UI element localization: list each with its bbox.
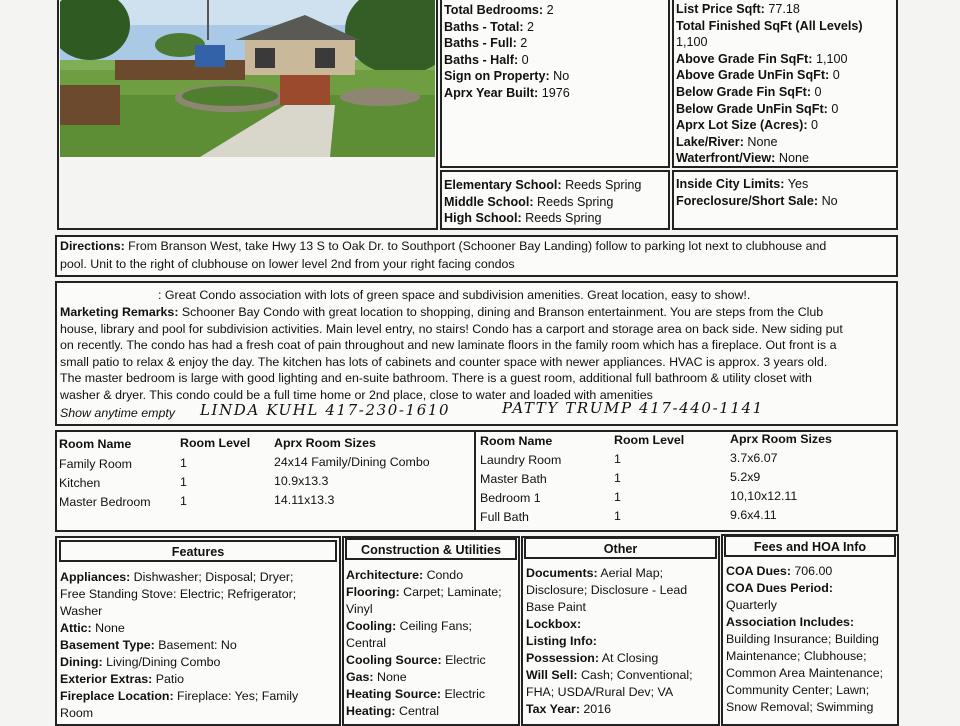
sqft-row: List Price Sqft: 77.18 (676, 2, 800, 16)
info-row: Aprx Year Built: 1976 (444, 85, 570, 100)
info-row: Baths - Full: 2 (444, 36, 528, 51)
sqft-row: Total Finished SqFt (All Levels) (676, 18, 863, 33)
fees-body (726, 563, 883, 716)
city-info (676, 176, 838, 209)
room-level: 1 (180, 456, 187, 470)
fee-line: Maintenance; Clubhouse; (726, 649, 867, 663)
room-level: 1 (180, 494, 187, 508)
room-size: 24x14 Family/Dining Combo (274, 455, 430, 469)
marketing-line-2: house, library and pool for subdivision activities. Main level entry, no stairs! Condo has a carport and storage area on back side. New siding put (60, 321, 843, 336)
room-size: 3.7x6.07 (730, 451, 778, 465)
construction-line: Vinyl (346, 602, 373, 616)
construction-line: Cooling Source: Electric (346, 653, 486, 667)
feature-line: Fireplace Location: Fireplace: Yes; Family (60, 689, 299, 703)
room-level: 1 (614, 471, 621, 485)
info-row: Total Bedrooms: 2 (444, 3, 554, 17)
rooms-header-size: Aprx Room Sizes (274, 436, 376, 450)
room-name: Master Bath (480, 472, 547, 486)
marketing-line-6: washer & dryer. This condo could be a full time home or 2nd place, close to water and loaded with amenities (60, 387, 653, 402)
feature-line: Exterior Extras: Patio (60, 672, 184, 686)
marketing-line-5: The master bedroom is large with good lighting and en-suite bathroom. There is a guest room, additional full bathroom & utility closet with (60, 371, 812, 385)
construction-line: Heating: Central (346, 704, 439, 718)
other-title: Other (524, 537, 717, 559)
other-body (526, 565, 693, 718)
info-row: Sign on Property: No (444, 69, 570, 84)
room-level: 1 (614, 490, 621, 504)
handwritten-contact-2: PATTY TRUMP 417-440-1141 (502, 399, 764, 417)
fee-line: Association Includes: (726, 615, 855, 629)
directions-line-1: Directions: From Branson West, take Hwy 13 S to Oak Dr. to Southport (Schooner Bay Landing) follow to parking lot next to clubhouse and (60, 239, 827, 253)
sqft-row: Above Grade Fin SqFt: 1,100 (676, 51, 848, 66)
sqft-row: Below Grade Fin SqFt: 0 (676, 84, 822, 99)
rooms-header-level: Room Level (180, 436, 251, 450)
construction-line: Flooring: Carpet; Laminate; (346, 585, 502, 599)
fees-title: Fees and HOA Info (724, 535, 896, 557)
show-instructions: Show anytime empty (60, 406, 176, 420)
sqft-info (676, 1, 863, 167)
room-name: Kitchen (59, 476, 101, 490)
room-name: Bedroom 1 (480, 491, 541, 505)
room-name: Family Room (59, 457, 132, 471)
features-title: Features (59, 540, 337, 562)
other-line: Documents: Aerial Map; (526, 566, 664, 580)
room-level: 1 (614, 452, 621, 466)
sqft-row: Aprx Lot Size (Acres): 0 (676, 118, 819, 133)
construction-line: Architecture: Condo (346, 568, 464, 582)
room-level: 1 (614, 509, 621, 523)
marketing-line-1: Marketing Remarks: Schooner Bay Condo with great location to shopping, dining and Branson entertainment. You are steps from the Club (60, 305, 824, 319)
room-size: 9.6x4.11 (730, 508, 777, 522)
room-name: Full Bath (480, 510, 529, 524)
rooms-header-level: Room Level (614, 433, 685, 447)
construction-line: Gas: None (346, 670, 407, 684)
fee-line: Building Insurance; Building (726, 632, 879, 646)
fee-line: Community Center; Lawn; (726, 683, 870, 697)
fee-line: Quarterly (726, 598, 777, 612)
construction-line: Heating Source: Electric (346, 687, 486, 701)
construction-line: Cooling: Ceiling Fans; (346, 619, 472, 633)
city-row: Inside City Limits: Yes (676, 177, 809, 191)
other-line: FHA; USDA/Rural Dev; VA (526, 685, 674, 699)
rooms-header-name: Room Name (480, 434, 553, 448)
handwritten-contact-1: LINDA KUHL 417-230-1610 (200, 401, 451, 419)
other-line: Disclosure; Disclosure - Lead (526, 583, 688, 597)
rooms-header-name: Room Name (59, 437, 132, 451)
feature-line: Basement Type: Basement: No (60, 638, 237, 652)
sqft-row: Above Grade UnFin SqFt: 0 (676, 68, 840, 83)
info-row: Baths - Half: 0 (444, 52, 529, 67)
features-body (60, 569, 298, 722)
sqft-row: 1,100 (676, 35, 708, 50)
room-name: Laundry Room (480, 453, 562, 467)
sqft-row: Lake/River: None (676, 134, 778, 149)
room-size: 14.11x13.3 (274, 493, 335, 507)
marketing-line-0: : Great Condo association with lots of green space and subdivision amenities. Great location, easy to show!. (158, 288, 751, 302)
rooms-header-size: Aprx Room Sizes (730, 432, 832, 446)
school-row: High School: Reeds Spring (444, 211, 602, 226)
school-row: Middle School: Reeds Spring (444, 194, 614, 209)
sqft-row: Waterfront/View: None (676, 151, 809, 166)
other-line: Tax Year: 2016 (526, 702, 611, 716)
room-name: Master Bedroom (59, 495, 151, 509)
school-row: Elementary School: Reeds Spring (444, 178, 642, 192)
city-row: Foreclosure/Short Sale: No (676, 193, 838, 208)
room-size: 10.9x13.3 (274, 474, 329, 488)
construction-line: Central (346, 636, 386, 650)
feature-line: Dining: Living/Dining Combo (60, 655, 221, 669)
feature-line: Washer (60, 604, 103, 618)
fee-line: Snow Removal; Swimming (726, 700, 874, 714)
marketing-line-3: on recently. The condo has had a fresh coat of pain throughout and new laminate floors in the family room which has a fireplace. Out front is a (60, 338, 837, 352)
info-row: Baths - Total: 2 (444, 19, 535, 34)
rooms-divider (474, 430, 476, 532)
fee-line: COA Dues: 706.00 (726, 564, 833, 578)
sqft-row: Below Grade UnFin SqFt: 0 (676, 101, 839, 116)
other-line: Lockbox: (526, 617, 582, 631)
schools-info (444, 177, 641, 227)
construction-title: Construction & Utilities (345, 538, 517, 560)
room-level: 1 (180, 475, 187, 489)
marketing-line-4: small patio to relax & enjoy the day. The kitchen has lots of cabinets and counter space with newer appliances. HVAC is approx. 3 years old. (60, 354, 828, 369)
other-line: Possession: At Closing (526, 651, 659, 665)
other-line: Will Sell: Cash; Conventional; (526, 668, 693, 682)
photo-frame (57, 0, 438, 230)
feature-line: Attic: None (60, 621, 125, 635)
other-line: Listing Info: (526, 634, 597, 648)
directions-line-2: pool. Unit to the right of clubhouse on lower level 2nd from your right facing condos (60, 257, 515, 271)
feature-line: Room (60, 706, 94, 720)
property-info (444, 2, 570, 102)
construction-body (346, 567, 502, 720)
feature-line: Free Standing Stove: Electric; Refrigerator; (60, 587, 297, 601)
other-line: Base Paint (526, 600, 586, 614)
fee-line: Common Area Maintenance; (726, 666, 884, 680)
feature-line: Appliances: Dishwasher; Disposal; Dryer; (60, 570, 294, 584)
fee-line: COA Dues Period: (726, 581, 833, 595)
room-size: 5.2x9 (730, 470, 761, 484)
room-size: 10,10x12.11 (730, 489, 798, 503)
